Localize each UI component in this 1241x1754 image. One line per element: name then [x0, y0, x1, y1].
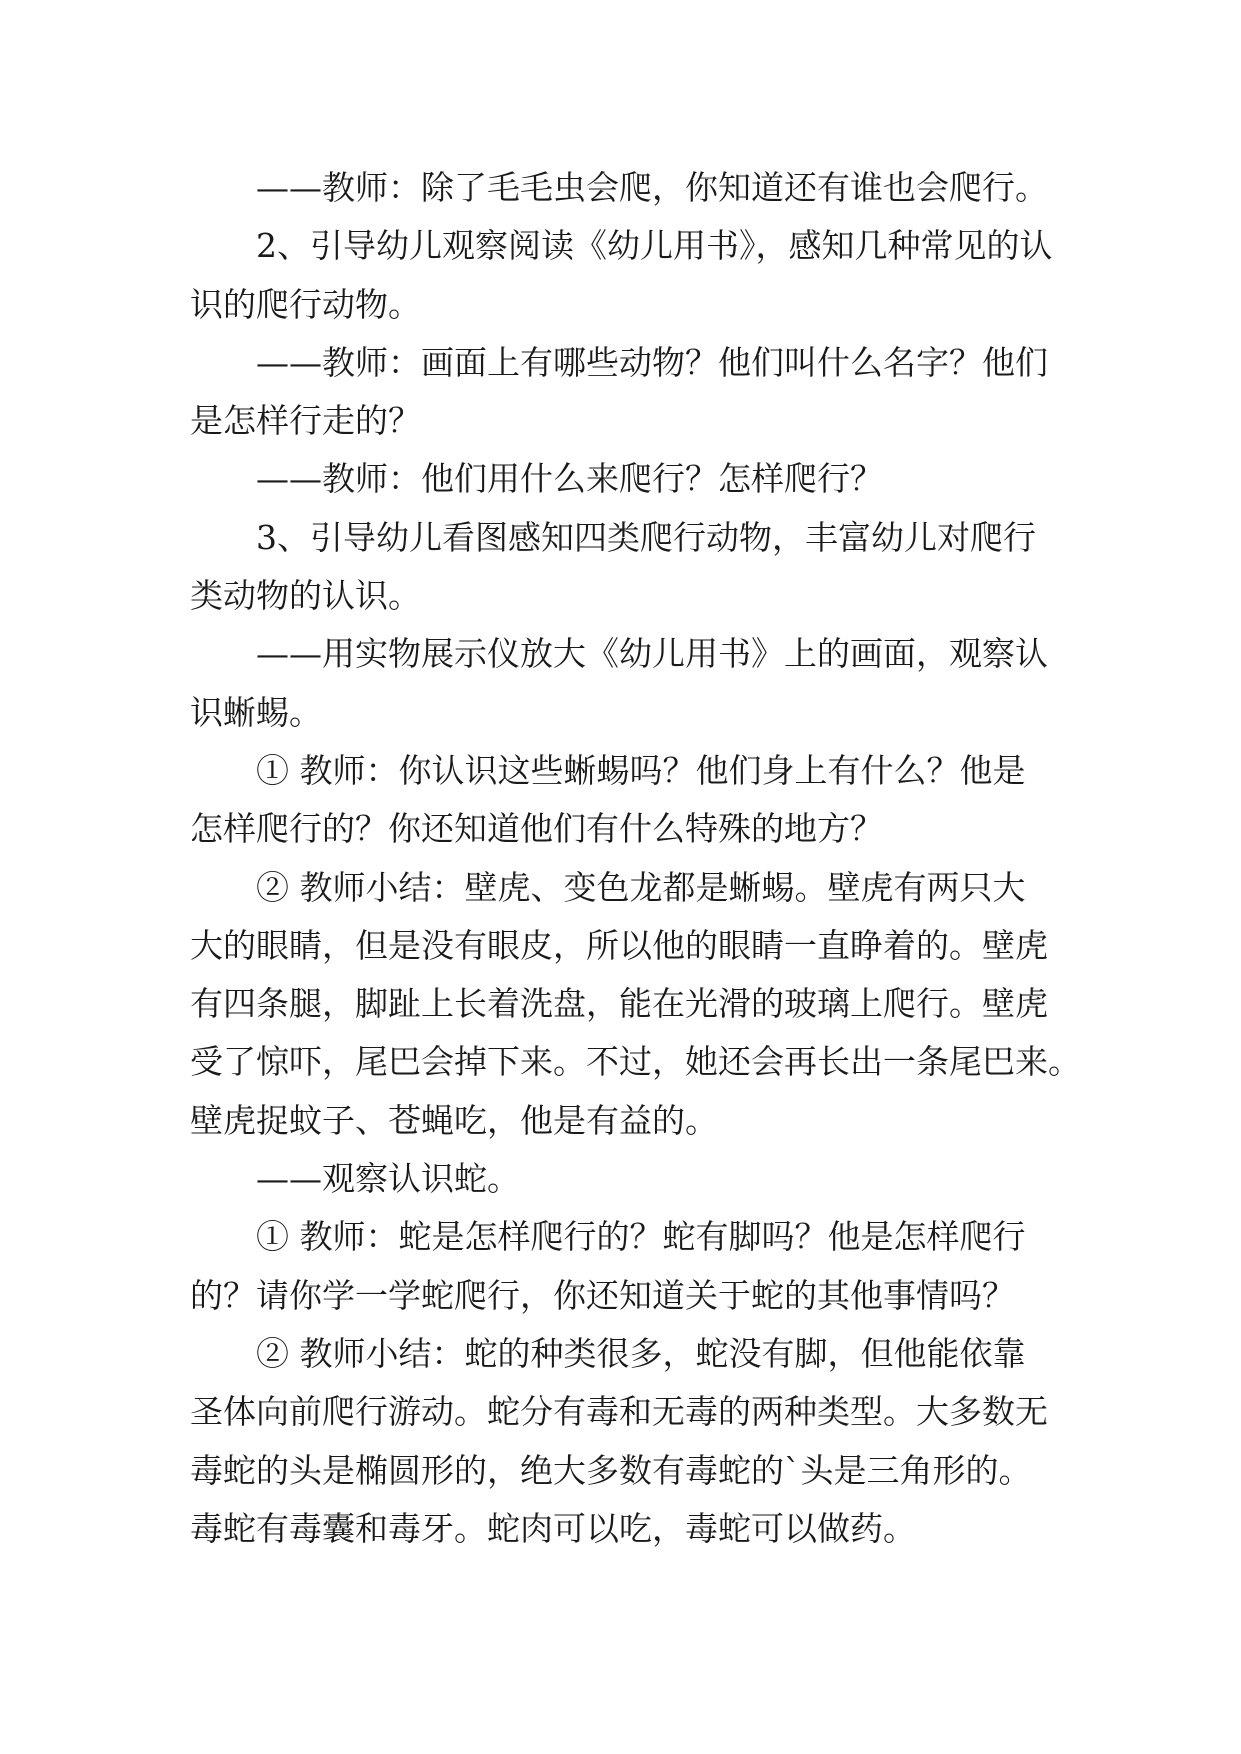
paragraph: [190, 217, 1053, 334]
paragraph: [190, 1208, 1053, 1325]
paragraph: [190, 625, 1053, 742]
paragraph-line: 的？请你学一学蛇爬行，你还知道关于蛇的其他事情吗？: [190, 1275, 1015, 1315]
paragraph-line: 是怎样行走的？: [190, 401, 421, 441]
paragraph: [190, 859, 1081, 1150]
paragraph-line: ① 教师：你认识这些蜥蜴吗？他们身上有什么？他是: [256, 750, 1026, 790]
paragraph-line: 毒蛇的头是椭圆形的，绝大多数有毒蛇的`头是三角形的。: [190, 1450, 1032, 1490]
paragraph-line: 毒蛇有毒囊和毒牙。蛇肉可以吃，毒蛇可以做药。: [190, 1508, 916, 1548]
paragraph-line: 类动物的认识。: [190, 576, 421, 616]
paragraph: [190, 742, 1053, 859]
paragraph-line: 受了惊吓，尾巴会掉下来。不过，她还会再长出一条尾巴来。: [190, 1042, 1081, 1082]
paragraph: [190, 450, 1053, 508]
paragraph-line: 识的爬行动物。: [190, 284, 421, 324]
paragraph-line: 圣体向前爬行游动。蛇分有毒和无毒的两种类型。大多数无: [190, 1392, 1048, 1432]
paragraph: [190, 159, 1053, 217]
paragraph-line: 3、引导幼儿看图感知四类爬行动物，丰富幼儿对爬行: [256, 517, 1036, 557]
paragraph-line: ——教师：他们用什么来爬行？怎样爬行？: [256, 459, 883, 499]
paragraph-line: 怎样爬行的？你还知道他们有什么特殊的地方？: [190, 809, 883, 849]
paragraph-line: ② 教师小结：壁虎、变色龙都是蜥蜴。壁虎有两只大: [256, 867, 1026, 907]
paragraph: [190, 334, 1053, 451]
paragraph-line: ② 教师小结：蛇的种类很多，蛇没有脚，但他能依靠: [256, 1333, 1026, 1373]
paragraph-line: ——教师：画面上有哪些动物？他们叫什么名字？他们: [256, 342, 1048, 382]
paragraph-line: 有四条腿，脚趾上长着洗盘，能在光滑的玻璃上爬行。壁虎: [190, 984, 1048, 1024]
paragraph-line: ——观察认识蛇。: [256, 1159, 520, 1199]
paragraph-line: 大的眼睛，但是没有眼皮，所以他的眼睛一直睁着的。壁虎: [190, 925, 1048, 965]
paragraph: [190, 1150, 1053, 1208]
paragraph-line: 2、引导幼儿观察阅读《幼儿用书》，感知几种常见的认: [256, 226, 1053, 266]
paragraph-line: 壁虎捉蚊子、苍蝇吃，他是有益的。: [190, 1100, 718, 1140]
paragraph-line: ——教师：除了毛毛虫会爬，你知道还有谁也会爬行。: [256, 168, 1048, 207]
paragraph: [190, 1325, 1053, 1558]
paragraph-line: 识蜥蜴。: [190, 692, 322, 732]
paragraph-line: ① 教师：蛇是怎样爬行的？蛇有脚吗？他是怎样爬行: [256, 1217, 1026, 1257]
paragraph: [190, 509, 1053, 626]
paragraph-line: ——用实物展示仪放大《幼儿用书》上的画面，观察认: [256, 634, 1048, 674]
